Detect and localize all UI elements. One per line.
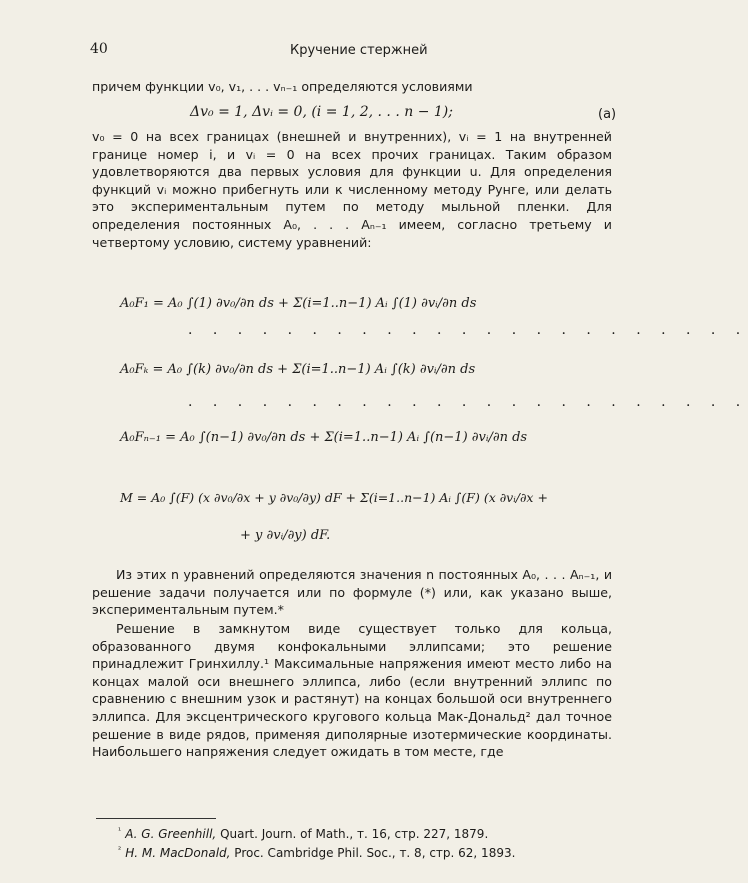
intro-line: причем функции v₀, v₁, . . . vₙ₋₁ определяются условиями (92, 79, 473, 94)
footnote-2-mark: ² (118, 845, 122, 854)
system-equation-n-1: A₀Fₙ₋₁ = A₀ ∫(n−1) ∂v₀/∂n ds + Σ(i=1..n−1) Aᵢ ∫(n−1) ∂vᵢ/∂n ds (120, 430, 528, 445)
paragraph-conditions: v₀ = 0 на всех границах (внешней и внутренних), vᵢ = 1 на внутренней границе номер i, и vᵢ = 0 на всех прочих границах. Таким образом удовлетворяются два первых условия для функции u. Для определения функций vᵢ можно прибегнуть или к численному методу Рунге, или делать это экспериментальным путем по методу мыльной пленки. Для определения постоянных A₀, . . . Aₙ₋₁ имеем, согласно третьему и четвертому условию, систему уравнений: (92, 129, 612, 250)
footnote-1 (118, 826, 488, 841)
system-equation-moment-line1: M = A₀ ∫(F) (x ∂v₀/∂x + y ∂v₀/∂y) dF + Σ(i=1..n−1) Aᵢ ∫(F) (x ∂vᵢ/∂x + (120, 490, 548, 505)
footnote-rule (96, 818, 216, 819)
footnote-2 (118, 845, 515, 860)
footnote-1-mark: ¹ (118, 826, 122, 835)
footnote-2-text: Proc. Cambridge Phil. Soc., т. 8, стр. 62, 1893. (234, 846, 516, 860)
paragraph-closed-solution: Решение в замкнутом виде существует только для кольца, образованного двумя конфокальными эллипсами; это решение принадлежит Гринхиллу.¹ Максимальные напряжения имеют место либо на концах малой оси внешнего эллипса, либо (если внутренний эллипс по сравнению с внешним узок и растянут) на концах большой оси внутреннего эллипса. Для эксцентрического кругового кольца Мак-Дональд² дал точное решение в виде рядов, применяя диполярные изотермические координаты. Наибольшего напряжения следует ожидать в том месте, где (92, 621, 612, 760)
equation-a-number: (a) (598, 107, 617, 122)
paragraph-result: Из этих n уравнений определяются значения n постоянных A₀, . . . Aₙ₋₁, и решение задачи получается или по формуле (*) или, как указано выше, экспериментальным путем.* (92, 567, 612, 618)
footnote-1-text: Quart. Journ. of Math., т. 16, стр. 227, 1879. (220, 827, 489, 841)
page-number: 40 (90, 41, 108, 57)
footnote-1-author: A. G. Greenhill, (125, 827, 217, 841)
system-dots-1: · · · · · · · · · · · · · · · · · · · · · · · (188, 326, 748, 342)
running-title: Кручение стержней (290, 43, 428, 58)
footnote-2-author: H. M. MacDonald, (125, 846, 231, 860)
system-equation-k: A₀Fₖ = A₀ ∫(k) ∂v₀/∂n ds + Σ(i=1..n−1) Aᵢ ∫(k) ∂vᵢ/∂n ds (120, 362, 476, 377)
equation-a: Δv₀ = 1, Δvᵢ = 0, (i = 1, 2, . . . n − 1); (190, 104, 453, 120)
system-dots-2: · · · · · · · · · · · · · · · · · · · · · · · (188, 398, 748, 414)
system-equation-moment-line2: + y ∂vᵢ/∂y) dF. (240, 528, 331, 543)
system-equation-1: A₀F₁ = A₀ ∫(1) ∂v₀/∂n ds + Σ(i=1..n−1) Aᵢ ∫(1) ∂vᵢ/∂n ds (120, 296, 477, 311)
